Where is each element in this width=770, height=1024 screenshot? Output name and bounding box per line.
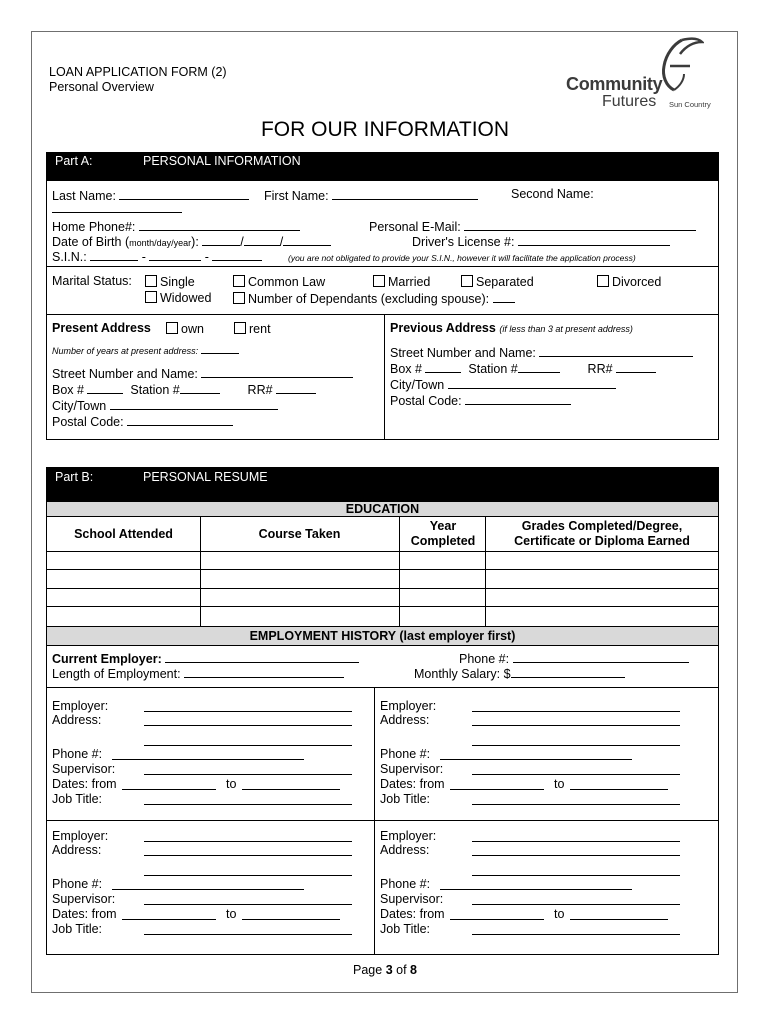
present-station-field[interactable] [180, 382, 220, 394]
employer-1-job-title-field[interactable] [144, 804, 352, 805]
form-subtitle: Personal Overview [49, 80, 154, 94]
employer-4-supervisor-label: Supervisor: [380, 892, 444, 906]
monthly-salary-label: Monthly Salary: $ [414, 667, 511, 681]
edu-col-line-2 [399, 517, 400, 626]
present-box-field[interactable] [87, 382, 123, 394]
col-school-attended: School Attended [74, 527, 173, 541]
employer-1-employer-label: Employer: [52, 699, 109, 713]
employer-4-employer-field[interactable] [472, 841, 680, 842]
employer-4-phone-field[interactable] [440, 889, 632, 890]
dependants-field[interactable] [493, 291, 515, 303]
logo-line1: Community [566, 74, 663, 94]
sin-field-2[interactable] [149, 249, 201, 261]
previous-box-field[interactable] [425, 361, 461, 373]
employer-4-job-title-field[interactable] [472, 934, 680, 935]
part-b-name: PERSONAL RESUME [143, 470, 268, 484]
first-name-label: First Name: [264, 189, 329, 203]
last-name-field[interactable] [119, 188, 249, 200]
present-address-row [52, 322, 151, 335]
col-grades: Grades Completed/Degree, Certificate or Diploma Earned [514, 519, 690, 548]
present-city-row [52, 398, 278, 413]
first-name-field[interactable] [332, 188, 478, 200]
current-phone-row [459, 651, 689, 666]
rent-checkbox[interactable] [234, 322, 246, 334]
employer-3-phone-label: Phone #: [52, 877, 103, 891]
home-phone-label: Home Phone#: [52, 220, 136, 234]
sin-row: S.I.N.: - - [52, 249, 262, 264]
employer-3-job-title-field[interactable] [144, 934, 352, 935]
dob-month-field[interactable] [202, 234, 240, 246]
divider-a1 [46, 266, 719, 267]
employer-1-to-field[interactable] [242, 789, 340, 790]
common-law-checkbox[interactable] [233, 275, 245, 287]
employer-1-supervisor-label: Supervisor: [52, 762, 116, 776]
employer-3-address-label: Address: [52, 843, 102, 857]
col-year-completed: Year Completed [410, 519, 476, 548]
footer-total-pages: 8 [410, 963, 417, 977]
employer-3-dates-field[interactable] [122, 919, 216, 920]
employer-1-job-title-label: Job Title: [52, 792, 103, 806]
employer-2-job-title-field[interactable] [472, 804, 680, 805]
part-a-header [46, 152, 719, 180]
current-employer-row [52, 651, 359, 666]
employer-4-address-2-field[interactable] [472, 875, 680, 876]
employer-2-employer-field[interactable] [472, 711, 680, 712]
home-phone-row [52, 219, 300, 234]
email-field[interactable] [464, 219, 696, 231]
divorced-label: Divorced [612, 275, 662, 289]
drivers-license-label: Driver's License #: [412, 235, 515, 249]
employment-divider-2 [46, 820, 719, 821]
edu-row-line-4 [46, 606, 719, 607]
employer-4-address-field[interactable] [472, 855, 680, 856]
address-divider [384, 314, 385, 440]
form-title: LOAN APPLICATION FORM (2) [49, 65, 227, 79]
dependants-label: Number of Dependants (excluding spouse): [248, 292, 490, 306]
employer-4-address-label: Address: [380, 843, 430, 857]
edu-col-line-3 [485, 517, 486, 626]
sin-label: S.I.N.: [52, 250, 87, 264]
years-present-field[interactable] [201, 344, 239, 354]
employer-3-supervisor-label: Supervisor: [52, 892, 116, 906]
previous-city-label: City/Town [390, 378, 445, 392]
present-city-label: City/Town [52, 399, 107, 413]
employer-4-employer-label: Employer: [380, 829, 437, 843]
employer-4-supervisor-field[interactable] [472, 904, 680, 905]
edu-col-line-1 [200, 517, 201, 626]
present-street-field[interactable] [201, 366, 353, 378]
separated-label: Separated [476, 275, 534, 289]
previous-street-label: Street Number and Name: [390, 346, 536, 360]
marital-status-label: Marital Status: [52, 274, 132, 288]
monthly-salary-row [414, 666, 625, 681]
previous-street-field[interactable] [539, 345, 693, 357]
dob-label-end: ): [191, 235, 199, 249]
dob-row: Date of Birth (month/day/year): / / [52, 234, 331, 250]
form-heading [49, 65, 227, 95]
employer-4-dates-field[interactable] [450, 919, 544, 920]
marital-married[interactable] [373, 275, 430, 289]
employer-4-phone-label: Phone #: [380, 877, 431, 891]
drivers-license-field[interactable] [518, 234, 670, 246]
second-name-label: Second Name: [511, 187, 594, 201]
employer-4-to-field[interactable] [570, 919, 668, 920]
second-name-field[interactable] [52, 212, 182, 213]
length-employment-label: Length of Employment: [52, 667, 181, 681]
logo-line2: Futures [602, 93, 657, 110]
marital-separated[interactable] [461, 275, 534, 289]
previous-address-note: (if less than 3 at present address) [499, 324, 633, 334]
employer-3-address-2-field[interactable] [144, 875, 352, 876]
employer-4-to-label: to [554, 907, 565, 921]
employer-2-job-title-label: Job Title: [380, 792, 431, 806]
divider-a2 [46, 314, 719, 315]
rent-option[interactable] [234, 322, 271, 336]
monthly-salary-field[interactable] [511, 666, 625, 678]
present-rr-field[interactable] [276, 382, 316, 394]
employer-2-phone-field[interactable] [440, 759, 632, 760]
logo-line3: Sun Country [669, 100, 711, 109]
sin-field-1[interactable] [90, 249, 138, 261]
edu-row-line-2 [46, 569, 719, 570]
part-a-code: Part A: [55, 154, 93, 168]
widowed-checkbox[interactable] [145, 291, 157, 303]
present-street-row [52, 366, 353, 381]
previous-box-row [390, 361, 656, 376]
employer-2-to-label: to [554, 777, 565, 791]
current-phone-field[interactable] [513, 651, 689, 663]
employer-1-supervisor-field[interactable] [144, 774, 352, 775]
current-phone-label: Phone #: [459, 652, 510, 666]
page-footer [0, 963, 770, 977]
employer-2-phone-label: Phone #: [380, 747, 431, 761]
part-b-code: Part B: [55, 470, 94, 484]
footer-prefix: Page [353, 963, 386, 977]
previous-postal-label: Postal Code: [390, 394, 462, 408]
own-label: own [181, 322, 204, 336]
length-employment-row [52, 666, 344, 681]
previous-city-row [390, 377, 616, 392]
employer-2-address-label: Address: [380, 713, 430, 727]
employer-1-employer-field[interactable] [144, 711, 352, 712]
employer-3-to-label: to [226, 907, 237, 921]
employer-4-job-title-label: Job Title: [380, 922, 431, 936]
employer-1-phone-label: Phone #: [52, 747, 103, 761]
employer-1-to-label: to [226, 777, 237, 791]
separated-checkbox[interactable] [461, 275, 473, 287]
married-label: Married [388, 275, 431, 289]
marital-divorced[interactable] [597, 275, 661, 289]
previous-box-label: Box # [390, 362, 422, 376]
previous-station-label: Station # [468, 362, 518, 376]
employer-2-dates-field[interactable] [450, 789, 544, 790]
common-law-label: Common Law [248, 275, 326, 289]
email-row [369, 219, 696, 234]
present-box-label: Box # [52, 383, 84, 397]
employer-1-phone-field[interactable] [112, 759, 304, 760]
employer-2-supervisor-label: Supervisor: [380, 762, 444, 776]
employer-1-dates-field[interactable] [122, 789, 216, 790]
dob-format: month/day/year [129, 238, 192, 248]
home-phone-field[interactable] [139, 219, 300, 231]
previous-postal-row [390, 393, 571, 408]
married-checkbox[interactable] [373, 275, 385, 287]
marital-widowed[interactable] [145, 291, 211, 305]
employer-2-employer-label: Employer: [380, 699, 437, 713]
marital-single[interactable] [145, 275, 195, 289]
footer-page-number: 3 [385, 963, 393, 977]
single-checkbox[interactable] [145, 275, 157, 287]
footer-of: of [392, 963, 411, 977]
dependants-row[interactable] [233, 291, 515, 306]
employment-divider-1 [46, 687, 719, 688]
dependants-checkbox[interactable] [233, 292, 245, 304]
col-course-taken: Course Taken [258, 527, 341, 541]
employer-3-job-title-label: Job Title: [52, 922, 103, 936]
community-futures-logo [566, 36, 722, 110]
employer-4-dates-label: Dates: from [380, 907, 445, 921]
first-name-row [264, 188, 478, 203]
divorced-checkbox[interactable] [597, 275, 609, 287]
employer-2-to-field[interactable] [570, 789, 668, 790]
own-checkbox[interactable] [166, 322, 178, 334]
edu-row-line-1 [46, 551, 719, 552]
part-a-name: PERSONAL INFORMATION [143, 154, 301, 168]
employer-3-dates-label: Dates: from [52, 907, 117, 921]
employer-2-dates-label: Dates: from [380, 777, 445, 791]
present-postal-field[interactable] [127, 414, 233, 426]
previous-rr-label: RR# [587, 362, 613, 376]
part-b-header [46, 467, 719, 501]
previous-street-row [390, 345, 693, 360]
present-street-label: Street Number and Name: [52, 367, 198, 381]
employer-1-address-2-field[interactable] [144, 745, 352, 746]
present-city-field[interactable] [110, 398, 278, 410]
single-label: Single [160, 275, 195, 289]
previous-postal-field[interactable] [465, 393, 571, 405]
previous-address-label: Previous Address [390, 321, 496, 335]
present-address-label: Present Address [52, 321, 151, 335]
years-present-label: Number of years at present address: [52, 346, 199, 356]
current-employer-field[interactable] [165, 651, 359, 663]
previous-address-row [390, 322, 633, 336]
own-option[interactable] [166, 322, 204, 336]
employer-3-supervisor-field[interactable] [144, 904, 352, 905]
employment-col-divider [374, 687, 375, 955]
employer-3-to-field[interactable] [242, 919, 340, 920]
dob-day-field[interactable] [244, 234, 280, 246]
present-rr-label: RR# [247, 383, 273, 397]
sin-note: (you are not obligated to provide your S.I.N., however it will facilitate the application process) [288, 253, 636, 263]
employer-3-employer-label: Employer: [52, 829, 109, 843]
last-name-label: Last Name: [52, 189, 116, 203]
employer-1-dates-label: Dates: from [52, 777, 117, 791]
employer-2-address-field[interactable] [472, 725, 680, 726]
previous-city-field[interactable] [448, 377, 616, 389]
dob-label: Date of Birth ( [52, 235, 130, 249]
present-station-label: Station # [130, 383, 180, 397]
present-box-row [52, 382, 316, 397]
page-title: FOR OUR INFORMATION [260, 118, 510, 141]
last-name-row [52, 188, 249, 203]
dob-year-field[interactable] [283, 234, 331, 246]
current-employer-label: Current Employer: [52, 652, 162, 666]
edu-row-line-3 [46, 588, 719, 589]
employment-heading: EMPLOYMENT HISTORY (last employer first) [46, 626, 719, 646]
employer-2-address-2-field[interactable] [472, 745, 680, 746]
rent-label: rent [249, 322, 271, 336]
widowed-label: Widowed [160, 291, 212, 305]
years-present-row [52, 344, 239, 358]
employer-3-address-field[interactable] [144, 855, 352, 856]
present-postal-row [52, 414, 233, 429]
education-heading: EDUCATION [46, 501, 719, 517]
previous-station-field[interactable] [518, 361, 560, 373]
length-employment-field[interactable] [184, 666, 344, 678]
employer-2-supervisor-field[interactable] [472, 774, 680, 775]
marital-common-law[interactable] [233, 275, 325, 289]
employer-1-address-label: Address: [52, 713, 102, 727]
email-label: Personal E-Mail: [369, 220, 461, 234]
present-postal-label: Postal Code: [52, 415, 124, 429]
previous-rr-field[interactable] [616, 361, 656, 373]
sin-field-3[interactable] [212, 249, 262, 261]
employer-1-address-field[interactable] [144, 725, 352, 726]
employer-3-employer-field[interactable] [144, 841, 352, 842]
employer-3-phone-field[interactable] [112, 889, 304, 890]
drivers-license-row [412, 234, 670, 249]
